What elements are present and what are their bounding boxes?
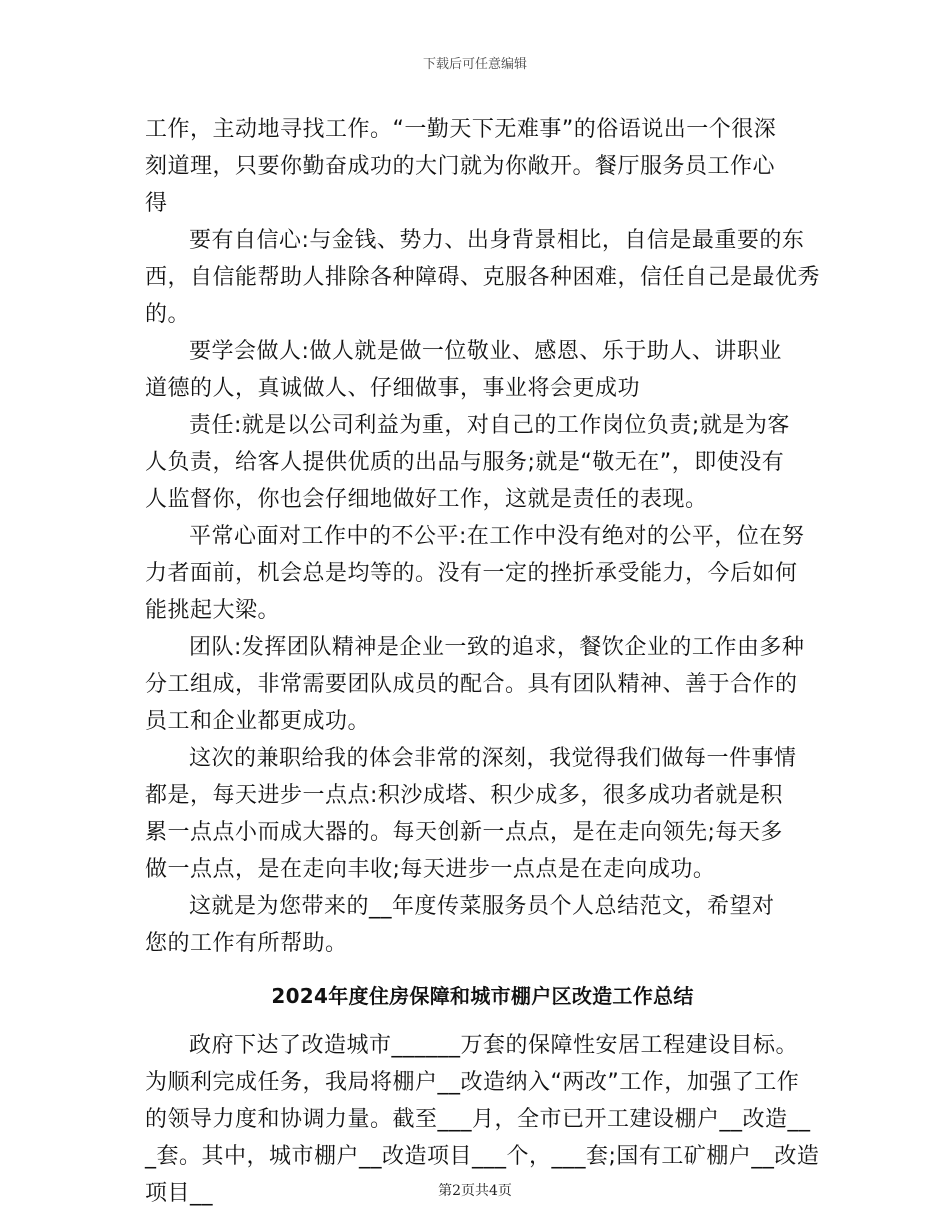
paragraph-5: 平常心面对工作中的不公平:在工作中没有绝对的公平，位在努力者面前，机会总是均等的。没有一定的挫折承受能力，今后如何能挑起大梁。 bbox=[145, 524, 805, 623]
paragraph-3: 要学会做人:做人就是做一位敬业、感恩、乐于助人、讲职业道德的人，真诚做人、仔细做事，事业将会更成功 bbox=[145, 339, 782, 401]
paragraph-1: 工作，主动地寻找工作。“一勤天下无难事”的俗语说出一个很深刻道理，只要你勤奋成功的大门就为你敞开。餐厅服务员工作心得 bbox=[145, 117, 777, 216]
paragraph-2: 要有自信心:与金钱、势力、出身背景相比，自信是最重要的东西，自信能帮助人排除各种障碍、克服各种困难，信任自己是最优秀的。 bbox=[145, 228, 821, 327]
paragraph-8: 这就是为您带来的__年度传菜服务员个人总结范文，希望对您的工作有所帮助。 bbox=[145, 894, 775, 956]
paragraph-7: 这次的兼职给我的体会非常的深刻，我觉得我们做每一件事情都是，每天进步一点点:积沙成塔、积少成多，很多成功者就是积累一点点小而成大器的。每天创新一点点，是在走向领先;每天多做一点点，是在走向丰收;每天进步一点点是在走向成功。 bbox=[145, 746, 797, 882]
paragraph-9: 政府下达了改造城市______万套的保障性安居工程建设目标。为顺利完成任务，我局将棚户__改造纳入“两改”工作，加强了工作的领导力度和协调力量。截至___月，全市已开工建设棚户__改造___套。其中，城市棚户__改造项目___个，___套;国有工矿棚户__改造项目__ bbox=[145, 1033, 820, 1206]
page-footer: 第2页共4页 bbox=[438, 1183, 512, 1199]
document-body bbox=[145, 111, 820, 1212]
paragraph-4: 责任:就是以公司利益为重，对自己的工作岗位负责;就是为客人负责，给客人提供优质的出品与服务;就是“敬无在”，即使没有人监督你，你也会仔细地做好工作，这就是责任的表现。 bbox=[145, 413, 790, 512]
page-header: 下载后可任意编辑 bbox=[422, 57, 527, 72]
paragraph-6: 团队:发挥团队精神是企业一致的追求，餐饮企业的工作由多种分工组成，非常需要团队成员的配合。具有团队精神、善于合作的员工和企业都更成功。 bbox=[145, 635, 805, 734]
section-title: 2024年度住房保障和城市棚户区改造工作总结 bbox=[271, 984, 694, 1008]
